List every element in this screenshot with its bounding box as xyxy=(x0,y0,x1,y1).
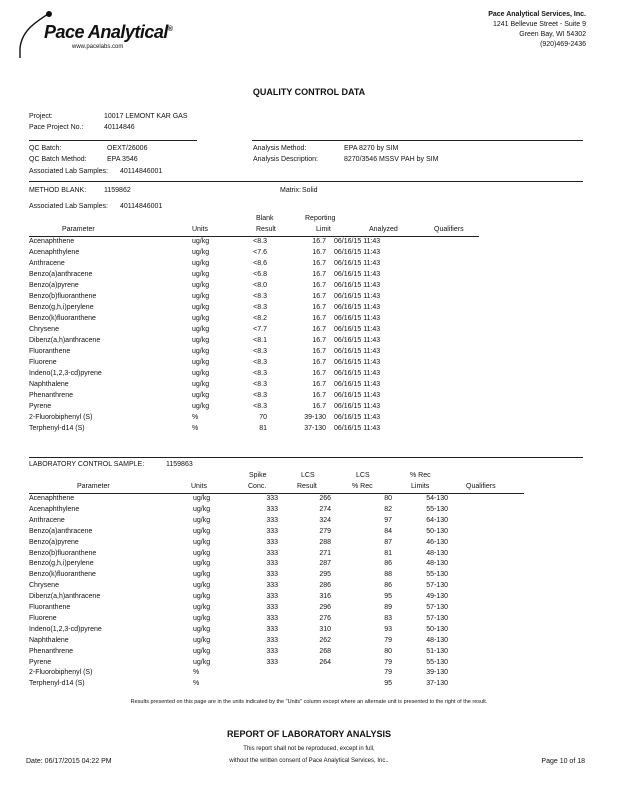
cell-reporting-limit: 16.7 xyxy=(312,359,326,366)
cell-analyzed: 06/16/15 11:43 xyxy=(334,293,381,300)
lcs-header-units: Units xyxy=(191,483,207,490)
cell-analyzed: 06/16/15 11:43 xyxy=(334,403,381,410)
cell-parameter: Fluorene xyxy=(29,614,57,622)
cell-parameter: Benzo(a)pyrene xyxy=(29,538,79,546)
address-line: Pace Analytical Services, Inc. xyxy=(488,11,586,18)
cell-units: % xyxy=(192,414,199,421)
lcs-header-parameter: Parameter xyxy=(77,483,110,490)
cell-units: ug/kg xyxy=(193,495,211,502)
cell-units: ug/kg xyxy=(192,315,210,322)
cell-units: ug/kg xyxy=(192,260,210,267)
table-row xyxy=(0,615,618,625)
address-line: Green Bay, WI 54302 xyxy=(519,31,586,38)
cell-units: ug/kg xyxy=(193,505,211,513)
mb-header-parameter: Parameter xyxy=(62,226,95,233)
cell-units: % xyxy=(193,669,200,677)
cell-blank-result: <8.3 xyxy=(253,348,267,355)
cell-lcs-result: 268 xyxy=(319,647,331,655)
cell-lcs-result: 264 xyxy=(319,658,331,666)
cell-analyzed: 06/16/15 11:43 xyxy=(334,370,381,377)
cell-spike-conc: 333 xyxy=(266,625,278,633)
cell-reporting-limit: 39-130 xyxy=(304,414,326,421)
cell-spike-conc: 333 xyxy=(266,560,278,568)
cell-parameter: Benzo(k)fluoranthene xyxy=(29,571,96,579)
cell-analyzed: 06/16/15 11:43 xyxy=(334,414,381,421)
project-label: Project: xyxy=(29,113,53,120)
table-row xyxy=(0,260,618,270)
cell-analyzed: 06/16/15 11:43 xyxy=(334,260,381,267)
lcs-header-result: Result xyxy=(297,483,317,490)
qc-method-value: EPA 3546 xyxy=(107,156,138,163)
cell-parameter: Fluoranthene xyxy=(29,348,71,355)
cell-analyzed: 06/16/15 11:43 xyxy=(334,249,381,256)
cell-units: ug/kg xyxy=(192,370,210,377)
cell-blank-result: <8.2 xyxy=(253,315,267,322)
cell-rec-limits: 37-130 xyxy=(426,680,448,688)
cell-blank-result: <8.3 xyxy=(253,392,267,399)
cell-rec-limits: 48-130 xyxy=(426,560,448,568)
cell-units: ug/kg xyxy=(193,636,211,644)
cell-units: ug/kg xyxy=(192,348,210,355)
table-row xyxy=(0,669,618,679)
cell-rec-limits: 54-130 xyxy=(426,495,448,502)
cell-units: ug/kg xyxy=(192,271,210,278)
cell-blank-result: <8.3 xyxy=(253,403,267,410)
divider xyxy=(29,181,583,182)
cell-lcs-result: 296 xyxy=(319,604,331,611)
project-value: 10017 LEMONT KAR GAS xyxy=(104,113,188,120)
table-row xyxy=(0,539,618,549)
cell-rec-limits: 64-130 xyxy=(426,516,448,524)
lcs-header-lcs2: LCS xyxy=(356,472,370,479)
cell-blank-result: <8.3 xyxy=(253,238,267,245)
cell-units: ug/kg xyxy=(192,238,210,245)
pace-project-value: 40114846 xyxy=(104,124,135,131)
cell-lcs-rec: 81 xyxy=(384,549,392,557)
divider xyxy=(29,457,583,458)
cell-parameter: Benzo(g,h,i)perylene xyxy=(29,560,94,568)
cell-spike-conc: 333 xyxy=(266,636,278,644)
lcs-header-conc: Conc. xyxy=(248,483,267,490)
cell-units: ug/kg xyxy=(193,560,211,568)
cell-lcs-result: 271 xyxy=(319,549,331,557)
cell-rec-limits: 39-130 xyxy=(426,669,448,677)
cell-spike-conc: 333 xyxy=(266,593,278,601)
table-row xyxy=(0,282,618,292)
lcs-header-limits: Limits xyxy=(411,483,430,490)
table-row xyxy=(0,648,618,658)
cell-spike-conc: 333 xyxy=(266,604,278,611)
table-row xyxy=(0,414,618,424)
cell-reporting-limit: 37-130 xyxy=(304,425,326,432)
cell-units: ug/kg xyxy=(192,359,210,366)
cell-rec-limits: 55-130 xyxy=(426,658,448,666)
cell-units: ug/kg xyxy=(192,249,210,256)
table-row xyxy=(0,637,618,647)
method-blank-label: METHOD BLANK: xyxy=(29,187,87,194)
footer-page: Page 10 of 18 xyxy=(541,758,585,765)
cell-units: ug/kg xyxy=(193,516,211,524)
cell-units: ug/kg xyxy=(193,549,211,557)
table-row xyxy=(0,582,618,592)
cell-parameter: Acenaphthene xyxy=(29,495,75,502)
qc-batch-value: OEXT/26006 xyxy=(107,145,148,152)
cell-lcs-result: 288 xyxy=(319,538,331,546)
cell-blank-result: <8.6 xyxy=(253,260,267,267)
cell-units: ug/kg xyxy=(193,527,211,535)
mb-header-units: Units xyxy=(192,226,208,233)
cell-lcs-rec: 84 xyxy=(384,527,392,535)
table-row xyxy=(0,604,618,614)
cell-reporting-limit: 16.7 xyxy=(312,381,326,388)
cell-units: ug/kg xyxy=(192,326,210,333)
cell-blank-result: <8.3 xyxy=(253,304,267,311)
analysis-method-value: EPA 8270 by SIM xyxy=(344,145,399,152)
cell-analyzed: 06/16/15 11:43 xyxy=(334,271,381,278)
cell-lcs-result: 274 xyxy=(319,505,331,513)
cell-blank-result: <8.3 xyxy=(253,359,267,366)
cell-reporting-limit: 16.7 xyxy=(312,249,326,256)
cell-units: ug/kg xyxy=(193,571,211,579)
table-row xyxy=(0,560,618,570)
cell-reporting-limit: 16.7 xyxy=(312,238,326,245)
cell-parameter: Naphthalene xyxy=(29,381,69,388)
table-row xyxy=(0,392,618,402)
cell-lcs-rec: 89 xyxy=(384,604,392,611)
table-row xyxy=(0,659,618,669)
cell-parameter: Phenanthrene xyxy=(29,647,73,655)
cell-parameter: Phenanthrene xyxy=(29,392,73,399)
cell-spike-conc: 333 xyxy=(266,527,278,535)
assoc-samples-value: 40114846001 xyxy=(120,168,163,175)
table-row xyxy=(0,506,618,516)
logo-trademark: ® xyxy=(167,26,173,33)
cell-lcs-result: 287 xyxy=(319,560,331,568)
cell-spike-conc: 333 xyxy=(266,571,278,579)
cell-lcs-result: 279 xyxy=(319,527,331,535)
cell-reporting-limit: 16.7 xyxy=(312,260,326,267)
cell-lcs-rec: 93 xyxy=(384,625,392,633)
cell-analyzed: 06/16/15 11:43 xyxy=(334,282,381,289)
cell-parameter: Fluoranthene xyxy=(29,604,71,611)
cell-analyzed: 06/16/15 11:43 xyxy=(334,392,381,399)
address-line: 1241 Bellevue Street - Suite 9 xyxy=(492,21,586,28)
cell-parameter: Naphthalene xyxy=(29,636,69,644)
cell-parameter: Benzo(g,h,i)perylene xyxy=(29,304,94,311)
cell-spike-conc: 333 xyxy=(266,658,278,666)
cell-parameter: Fluorene xyxy=(29,359,57,366)
lab-address xyxy=(488,10,586,50)
cell-rec-limits: 57-130 xyxy=(426,604,448,611)
cell-parameter: Acenaphthene xyxy=(29,238,75,245)
mb-header-limit: Limit xyxy=(316,226,331,233)
cell-lcs-rec: 79 xyxy=(384,658,392,666)
cell-analyzed: 06/16/15 11:43 xyxy=(334,425,381,432)
cell-blank-result: 81 xyxy=(259,425,267,432)
cell-parameter: Indeno(1,2,3-cd)pyrene xyxy=(29,625,102,633)
cell-blank-result: <7.6 xyxy=(253,249,267,256)
cell-lcs-rec: 88 xyxy=(384,571,392,579)
lcs-header-qualifiers: Qualifiers xyxy=(466,483,496,490)
results-note: Results presented on this page are in the units indicated by the "Units" column except where an alternate unit is presented to the right of the result. xyxy=(130,699,488,705)
cell-units: % xyxy=(193,680,200,688)
cell-reporting-limit: 16.7 xyxy=(312,315,326,322)
cell-lcs-result: 316 xyxy=(319,593,331,601)
cell-parameter: Benzo(a)anthracene xyxy=(29,527,93,535)
cell-reporting-limit: 16.7 xyxy=(312,370,326,377)
cell-parameter: Anthracene xyxy=(29,516,65,524)
divider xyxy=(252,140,583,141)
cell-units: ug/kg xyxy=(193,614,211,622)
cell-reporting-limit: 16.7 xyxy=(312,293,326,300)
cell-parameter: Indeno(1,2,3-cd)pyrene xyxy=(29,370,102,377)
cell-blank-result: <8.3 xyxy=(253,381,267,388)
table-row xyxy=(0,571,618,581)
cell-lcs-rec: 95 xyxy=(384,680,392,688)
cell-lcs-result: 262 xyxy=(319,636,331,644)
qc-batch-label: QC Batch: xyxy=(29,145,62,152)
cell-lcs-rec: 83 xyxy=(384,614,392,622)
cell-parameter: Dibenz(a,h)anthracene xyxy=(29,593,101,601)
cell-units: ug/kg xyxy=(192,282,210,289)
pace-project-label: Pace Project No.: xyxy=(29,124,84,131)
cell-rec-limits: 57-130 xyxy=(426,582,448,590)
table-row xyxy=(0,238,618,248)
table-row xyxy=(0,249,618,259)
mb-header-reporting: Reporting xyxy=(305,215,336,222)
report-title: REPORT OF LABORATORY ANALYSIS xyxy=(226,729,392,739)
table-row xyxy=(0,271,618,281)
cell-lcs-result: 276 xyxy=(319,614,331,622)
table-row xyxy=(0,326,618,336)
cell-spike-conc: 333 xyxy=(266,614,278,622)
lcs-id: 1159863 xyxy=(166,461,193,468)
cell-spike-conc: 333 xyxy=(266,549,278,557)
lcs-header-lcs: LCS xyxy=(301,472,315,479)
cell-parameter: Pyrene xyxy=(29,403,52,410)
matrix-value: Solid xyxy=(302,187,318,194)
cell-spike-conc: 333 xyxy=(266,505,278,513)
cell-lcs-rec: 97 xyxy=(384,516,392,524)
cell-blank-result: 70 xyxy=(259,414,267,421)
cell-analyzed: 06/16/15 11:43 xyxy=(334,381,381,388)
cell-rec-limits: 46-130 xyxy=(426,538,448,546)
cell-blank-result: <8.3 xyxy=(253,370,267,377)
mb-assoc-label: Associated Lab Samples: xyxy=(29,203,108,210)
cell-parameter: Benzo(a)pyrene xyxy=(29,282,79,289)
cell-parameter: Benzo(a)anthracene xyxy=(29,271,93,278)
cell-rec-limits: 50-130 xyxy=(426,625,448,633)
table-row xyxy=(0,517,618,527)
cell-blank-result: <8.1 xyxy=(253,337,267,344)
cell-units: ug/kg xyxy=(193,647,211,655)
cell-parameter: 2-Fluorobiphenyl (S) xyxy=(29,414,93,421)
cell-lcs-result: 324 xyxy=(319,516,331,524)
mb-header-qualifiers: Qualifiers xyxy=(434,226,464,233)
cell-analyzed: 06/16/15 11:43 xyxy=(334,359,381,366)
matrix-label: Matrix: xyxy=(280,187,301,194)
lcs-header-rec: % Rec xyxy=(352,483,373,490)
cell-reporting-limit: 16.7 xyxy=(312,403,326,410)
lcs-label: LABORATORY CONTROL SAMPLE: xyxy=(29,461,145,468)
cell-reporting-limit: 16.7 xyxy=(312,392,326,399)
cell-units: ug/kg xyxy=(193,582,211,590)
cell-reporting-limit: 16.7 xyxy=(312,337,326,344)
cell-analyzed: 06/16/15 11:43 xyxy=(334,304,381,311)
cell-blank-result: <7.7 xyxy=(253,326,267,333)
table-row xyxy=(0,315,618,325)
cell-lcs-rec: 82 xyxy=(384,505,392,513)
table-row xyxy=(0,381,618,391)
table-row xyxy=(0,425,618,435)
cell-blank-result: <8.0 xyxy=(253,282,267,289)
cell-lcs-rec: 79 xyxy=(384,669,392,677)
cell-reporting-limit: 16.7 xyxy=(312,271,326,278)
cell-lcs-rec: 86 xyxy=(384,582,392,590)
footer-date: Date: 06/17/2015 04:22 PM xyxy=(26,758,112,765)
cell-parameter: Benzo(b)fluoranthene xyxy=(29,549,97,557)
cell-spike-conc: 333 xyxy=(266,516,278,524)
logo-url: www.pacelabs.com xyxy=(72,44,124,50)
cell-lcs-rec: 87 xyxy=(384,538,392,546)
cell-units: ug/kg xyxy=(192,392,210,399)
table-row xyxy=(0,528,618,538)
cell-parameter: Benzo(b)fluoranthene xyxy=(29,293,97,300)
cell-parameter: Acenaphthylene xyxy=(29,505,80,513)
cell-analyzed: 06/16/15 11:43 xyxy=(334,315,381,322)
cell-units: ug/kg xyxy=(192,381,210,388)
logo xyxy=(14,8,173,58)
address-line: (920)469-2436 xyxy=(540,41,586,48)
cell-spike-conc: 333 xyxy=(266,495,278,502)
cell-blank-result: <6.8 xyxy=(253,271,267,278)
table-row xyxy=(0,337,618,347)
cell-units: ug/kg xyxy=(193,593,211,601)
table-row xyxy=(0,626,618,636)
cell-parameter: Benzo(k)fluoranthene xyxy=(29,315,96,322)
cell-parameter: Acenaphthylene xyxy=(29,249,80,256)
mb-assoc-value: 40114846001 xyxy=(120,203,163,210)
cell-reporting-limit: 16.7 xyxy=(312,304,326,311)
cell-lcs-result: 266 xyxy=(319,495,331,502)
cell-analyzed: 06/16/15 11:43 xyxy=(334,348,381,355)
divider xyxy=(29,493,524,494)
cell-analyzed: 06/16/15 11:43 xyxy=(334,337,381,344)
logo-name: Pace Analytical xyxy=(44,22,168,42)
table-row xyxy=(0,550,618,560)
divider xyxy=(29,140,197,141)
cell-lcs-rec: 86 xyxy=(384,560,392,568)
cell-analyzed: 06/16/15 11:43 xyxy=(334,326,381,333)
cell-units: ug/kg xyxy=(192,293,210,300)
cell-reporting-limit: 16.7 xyxy=(312,326,326,333)
cell-parameter: Terphenyl-d14 (S) xyxy=(29,425,85,432)
cell-units: ug/kg xyxy=(193,538,211,546)
lcs-header-spike: Spike xyxy=(249,472,267,479)
cell-parameter: Terphenyl-d14 (S) xyxy=(29,680,85,688)
cell-rec-limits: 48-130 xyxy=(426,549,448,557)
table-row xyxy=(0,304,618,314)
table-row xyxy=(0,680,618,690)
cell-rec-limits: 55-130 xyxy=(426,505,448,513)
cell-parameter: Chrysene xyxy=(29,326,59,333)
analysis-desc-label: Analysis Description: xyxy=(253,156,318,163)
cell-spike-conc: 333 xyxy=(266,647,278,655)
footer-line2: without the written consent of Pace Analytical Services, Inc.. xyxy=(229,758,389,764)
analysis-method-label: Analysis Method: xyxy=(253,145,307,152)
cell-parameter: Dibenz(a,h)anthracene xyxy=(29,337,101,344)
cell-lcs-rec: 80 xyxy=(384,495,392,502)
cell-spike-conc: 333 xyxy=(266,582,278,590)
cell-rec-limits: 49-130 xyxy=(426,593,448,601)
cell-rec-limits: 48-130 xyxy=(426,636,448,644)
cell-units: ug/kg xyxy=(193,604,211,611)
assoc-samples-label: Associated Lab Samples: xyxy=(29,168,108,175)
divider xyxy=(29,236,479,237)
table-row xyxy=(0,403,618,413)
footer-line1: This report shall not be reproduced, except in full, xyxy=(243,746,375,752)
table-row xyxy=(0,359,618,369)
cell-parameter: Anthracene xyxy=(29,260,65,267)
cell-spike-conc: 333 xyxy=(266,538,278,546)
table-row xyxy=(0,593,618,603)
cell-rec-limits: 51-130 xyxy=(426,647,448,655)
mb-header-analyzed: Analyzed xyxy=(369,226,398,233)
cell-rec-limits: 57-130 xyxy=(426,614,448,622)
table-row xyxy=(0,495,618,505)
cell-lcs-rec: 95 xyxy=(384,593,392,601)
mb-header-blank: Blank xyxy=(256,215,274,222)
qc-method-label: QC Batch Method: xyxy=(29,156,87,163)
page-title: QUALITY CONTROL DATA xyxy=(252,87,366,97)
cell-rec-limits: 55-130 xyxy=(426,571,448,579)
mb-header-result: Result xyxy=(256,226,276,233)
cell-reporting-limit: 16.7 xyxy=(312,282,326,289)
table-row xyxy=(0,348,618,358)
cell-parameter: 2-Fluorobiphenyl (S) xyxy=(29,669,93,677)
table-row xyxy=(0,293,618,303)
cell-reporting-limit: 16.7 xyxy=(312,348,326,355)
cell-lcs-result: 286 xyxy=(319,582,331,590)
cell-units: ug/kg xyxy=(192,403,210,410)
cell-lcs-rec: 80 xyxy=(384,647,392,655)
cell-parameter: Pyrene xyxy=(29,658,52,666)
cell-units: ug/kg xyxy=(193,625,211,633)
cell-units: % xyxy=(192,425,199,432)
cell-lcs-result: 310 xyxy=(319,625,331,633)
cell-lcs-rec: 79 xyxy=(384,636,392,644)
analysis-desc-value: 8270/3546 MSSV PAH by SIM xyxy=(344,156,439,163)
cell-units: ug/kg xyxy=(193,658,211,666)
lcs-header-rec2: % Rec xyxy=(410,472,431,479)
cell-lcs-result: 295 xyxy=(319,571,331,579)
cell-blank-result: <8.3 xyxy=(253,293,267,300)
cell-units: ug/kg xyxy=(192,304,210,311)
cell-analyzed: 06/16/15 11:43 xyxy=(334,238,381,245)
method-blank-id: 1159862 xyxy=(104,187,131,194)
cell-parameter: Chrysene xyxy=(29,582,59,590)
cell-rec-limits: 50-130 xyxy=(426,527,448,535)
table-row xyxy=(0,370,618,380)
cell-units: ug/kg xyxy=(192,337,210,344)
